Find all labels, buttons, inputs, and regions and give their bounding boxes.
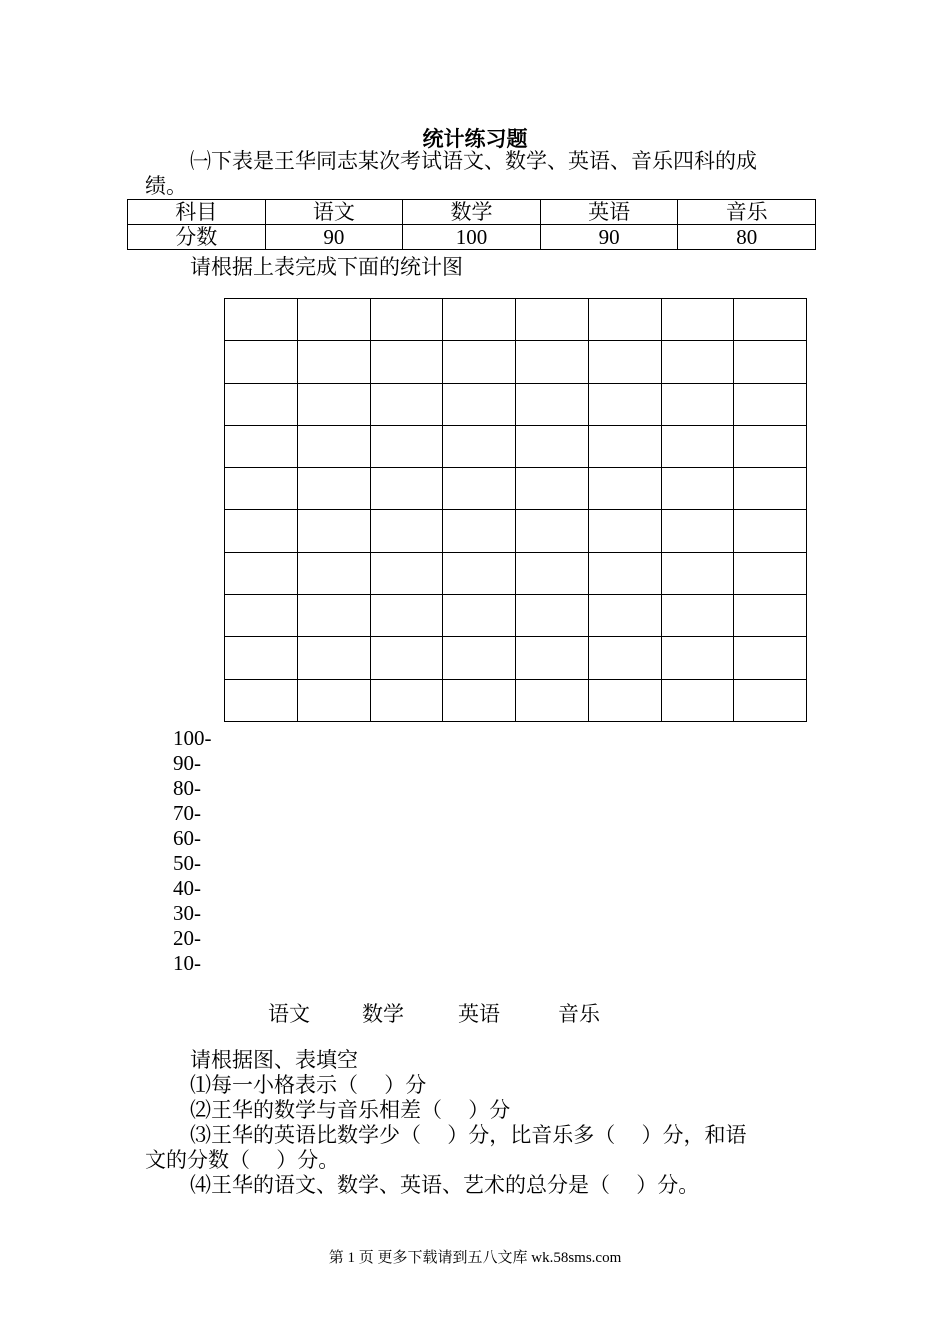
grid-cell bbox=[734, 595, 807, 637]
grid-cell bbox=[443, 468, 516, 510]
grid-cell bbox=[225, 637, 298, 679]
grid-cell bbox=[443, 426, 516, 468]
grid-cell bbox=[589, 553, 662, 595]
grid-cell bbox=[443, 384, 516, 426]
grid-cell bbox=[298, 384, 371, 426]
grid-cell bbox=[662, 680, 735, 722]
grid-cell bbox=[225, 426, 298, 468]
grid-cell bbox=[443, 595, 516, 637]
questions-heading: 请根据图、表填空 bbox=[190, 1048, 358, 1072]
grid-cell bbox=[662, 510, 735, 552]
grid-cell bbox=[225, 341, 298, 383]
table-header-cell: 语文 bbox=[265, 200, 403, 225]
y-tick-label: 70- bbox=[173, 801, 201, 825]
grid-cell bbox=[662, 595, 735, 637]
table-cell: 90 bbox=[265, 225, 403, 250]
table-row bbox=[128, 225, 816, 250]
y-tick-label: 100- bbox=[173, 726, 212, 750]
grid-cell bbox=[298, 680, 371, 722]
intro-line-1: ㈠下表是王华同志某次考试语文、数学、英语、音乐四科的成 bbox=[190, 149, 757, 173]
question-3-line-2: 文的分数（ ）分。 bbox=[145, 1148, 340, 1172]
grid-cell bbox=[298, 637, 371, 679]
grid-cell bbox=[371, 680, 444, 722]
intro-line-2: 绩。 bbox=[145, 174, 187, 198]
grid-cell bbox=[443, 637, 516, 679]
grid-cell bbox=[589, 468, 662, 510]
grid-cell bbox=[734, 468, 807, 510]
grid-cell bbox=[443, 553, 516, 595]
grid-cell bbox=[298, 341, 371, 383]
table-cell: 80 bbox=[678, 225, 816, 250]
table-row bbox=[128, 200, 816, 225]
grid-cell bbox=[734, 680, 807, 722]
grid-cell bbox=[589, 384, 662, 426]
x-category-label: 语文 bbox=[268, 1002, 310, 1026]
grid-cell bbox=[734, 384, 807, 426]
grid-cell bbox=[371, 341, 444, 383]
grid-cell bbox=[371, 637, 444, 679]
x-category-label: 音乐 bbox=[558, 1002, 600, 1026]
grid-cell bbox=[516, 299, 589, 341]
table-header-cell: 数学 bbox=[403, 200, 541, 225]
grid-cell bbox=[371, 553, 444, 595]
grid-cell bbox=[734, 299, 807, 341]
table-header-cell: 科目 bbox=[128, 200, 266, 225]
grid-cell bbox=[516, 468, 589, 510]
grid-cell bbox=[443, 680, 516, 722]
grid-cell bbox=[516, 426, 589, 468]
grid-cell bbox=[298, 595, 371, 637]
grid-cell bbox=[225, 680, 298, 722]
grid-cell bbox=[734, 426, 807, 468]
grid-cell bbox=[734, 637, 807, 679]
grid-cell bbox=[662, 637, 735, 679]
chart-instruction: 请根据上表完成下面的统计图 bbox=[190, 255, 463, 279]
grid-cell bbox=[371, 299, 444, 341]
grid-cell bbox=[443, 341, 516, 383]
grid-cell bbox=[225, 299, 298, 341]
grid-cell bbox=[734, 510, 807, 552]
grid-cell bbox=[371, 595, 444, 637]
y-tick-label: 10- bbox=[173, 951, 201, 975]
grid-cell bbox=[225, 384, 298, 426]
grid-cell bbox=[298, 426, 371, 468]
grid-cell bbox=[662, 426, 735, 468]
grid-cell bbox=[589, 680, 662, 722]
grid-cell bbox=[589, 595, 662, 637]
y-tick-label: 20- bbox=[173, 926, 201, 950]
grid-cell bbox=[516, 384, 589, 426]
grid-cell bbox=[589, 510, 662, 552]
grid-cell bbox=[516, 341, 589, 383]
grid-cell bbox=[662, 384, 735, 426]
x-category-label: 英语 bbox=[458, 1002, 500, 1026]
grid-cell bbox=[734, 553, 807, 595]
grid-cell bbox=[589, 426, 662, 468]
grid-cell bbox=[516, 595, 589, 637]
y-tick-label: 80- bbox=[173, 776, 201, 800]
table-header-cell: 英语 bbox=[540, 200, 678, 225]
grid-cell bbox=[589, 341, 662, 383]
question-4: ⑷王华的语文、数学、英语、艺术的总分是（ ）分。 bbox=[190, 1173, 700, 1197]
grid-cell bbox=[662, 341, 735, 383]
grid-cell bbox=[662, 299, 735, 341]
grid-cell bbox=[371, 510, 444, 552]
grid-cell bbox=[516, 680, 589, 722]
grid-cell bbox=[371, 426, 444, 468]
question-1: ⑴每一小格表示（ ）分 bbox=[190, 1073, 427, 1097]
y-tick-label: 90- bbox=[173, 751, 201, 775]
y-tick-label: 40- bbox=[173, 876, 201, 900]
grid-cell bbox=[443, 510, 516, 552]
table-cell: 90 bbox=[540, 225, 678, 250]
y-tick-label: 30- bbox=[173, 901, 201, 925]
grid-cell bbox=[371, 384, 444, 426]
grid-cell bbox=[662, 468, 735, 510]
grid-cell bbox=[371, 468, 444, 510]
grid-cell bbox=[225, 553, 298, 595]
y-tick-label: 60- bbox=[173, 826, 201, 850]
grid-cell bbox=[298, 510, 371, 552]
grid-cell bbox=[589, 637, 662, 679]
grid-cell bbox=[225, 468, 298, 510]
grid-cell bbox=[225, 595, 298, 637]
grid-cell bbox=[516, 637, 589, 679]
grid-cell bbox=[516, 553, 589, 595]
table-cell: 分数 bbox=[128, 225, 266, 250]
x-category-label: 数学 bbox=[362, 1002, 404, 1026]
grid-cell bbox=[443, 299, 516, 341]
grid-cell bbox=[589, 299, 662, 341]
score-table bbox=[127, 199, 816, 250]
question-2: ⑵王华的数学与音乐相差（ ）分 bbox=[190, 1098, 511, 1122]
grid-cell bbox=[734, 341, 807, 383]
table-header-cell: 音乐 bbox=[678, 200, 816, 225]
question-3-line-1: ⑶王华的英语比数学少（ ）分，比音乐多（ ）分，和语 bbox=[190, 1123, 747, 1147]
y-tick-label: 50- bbox=[173, 851, 201, 875]
grid-cell bbox=[662, 553, 735, 595]
grid-cell bbox=[298, 468, 371, 510]
grid-cell bbox=[516, 510, 589, 552]
grid-cell bbox=[225, 510, 298, 552]
grid-cell bbox=[298, 553, 371, 595]
table-cell: 100 bbox=[403, 225, 541, 250]
page-footer: 第 1 页 更多下载请到五八文库 wk.58sms.com bbox=[328, 1250, 622, 1266]
grid-cell bbox=[298, 299, 371, 341]
page-title: 统计练习题 bbox=[422, 127, 528, 151]
chart-grid bbox=[224, 298, 807, 722]
